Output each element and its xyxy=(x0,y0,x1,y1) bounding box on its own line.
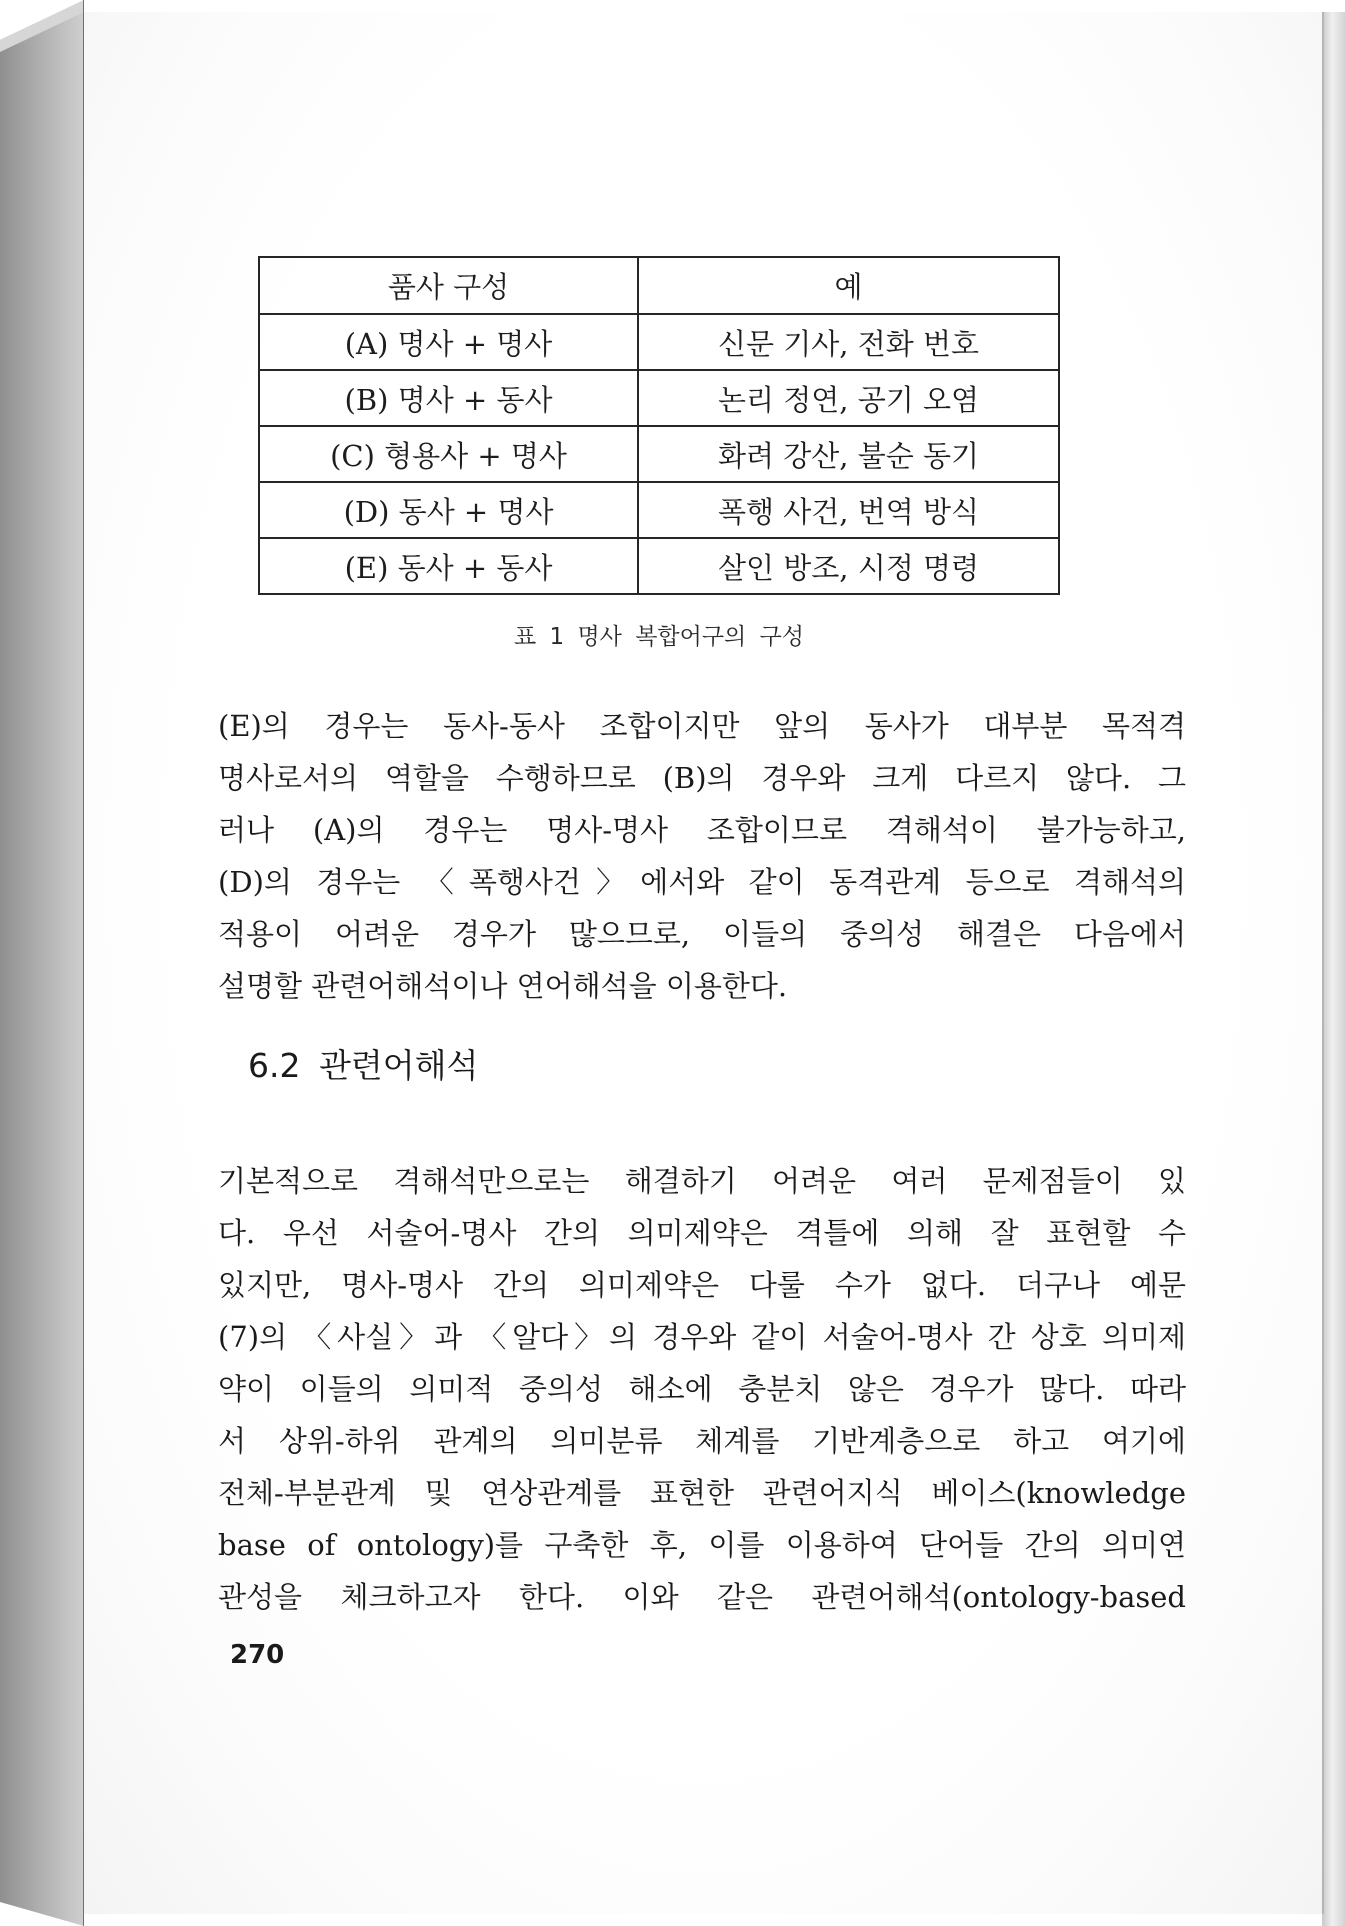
table-row xyxy=(259,370,1059,426)
example-cell: 화려 강산, 불순 동기 xyxy=(638,426,1059,482)
text-line: 러나 (A)의 경우는 명사-명사 조합이므로 격해석이 불가능하고, xyxy=(218,813,1186,847)
text-line: 설명할 관련어해석이나 연어해석을 이용한다. xyxy=(218,969,788,1003)
page-number: 270 xyxy=(230,1640,285,1670)
text-line: 다. 우선 서술어-명사 간의 의미제약은 격틀에 의해 잘 표현할 수 xyxy=(218,1216,1186,1250)
table-row xyxy=(259,314,1059,370)
structure-cell: (B) 명사 + 동사 xyxy=(259,370,638,426)
paragraph-ontology xyxy=(218,1155,1186,1623)
example-cell: 살인 방조, 시정 명령 xyxy=(638,538,1059,594)
example-cell: 폭행 사건, 번역 방식 xyxy=(638,482,1059,538)
structure-cell: (C) 형용사 + 명사 xyxy=(259,426,638,482)
text-line: 있지만, 명사-명사 간의 의미제약은 다룰 수가 없다. 더구나 예문 xyxy=(218,1268,1186,1302)
section-title: 관련어해석 xyxy=(318,1046,479,1085)
section-heading xyxy=(248,1040,478,1087)
paragraph-case-analysis xyxy=(218,700,1186,1012)
example-cell: 신문 기사, 전화 번호 xyxy=(638,314,1059,370)
structure-cell: (D) 동사 + 명사 xyxy=(259,482,638,538)
table-row xyxy=(259,482,1059,538)
header-example: 예 xyxy=(638,257,1059,314)
text-line: 서 상위-하위 관계의 의미분류 체계를 기반계층으로 하고 여기에 xyxy=(218,1424,1186,1458)
table-header-row xyxy=(259,257,1059,314)
text-line: 전체-부분관계 및 연상관계를 표현한 관련어지식 베이스(knowledge xyxy=(218,1476,1186,1510)
page-edge xyxy=(1322,12,1345,1926)
example-cell: 논리 정연, 공기 오염 xyxy=(638,370,1059,426)
text-line: 기본적으로 격해석만으로는 해결하기 어려운 여러 문제점들이 있 xyxy=(218,1164,1186,1198)
structure-cell: (E) 동사 + 동사 xyxy=(259,538,638,594)
header-structure: 품사 구성 xyxy=(259,257,638,314)
section-number: 6.2 xyxy=(248,1046,301,1085)
table-caption: 표 1 명사 복합어구의 구성 xyxy=(513,624,805,650)
text-line: (D)의 경우는 〈폭행사건〉에서와 같이 동격관계 등으로 격해석의 xyxy=(218,865,1186,899)
table-row xyxy=(259,426,1059,482)
text-line: base of ontology)를 구축한 후, 이를 이용하여 단어들 간의 의미연 xyxy=(218,1528,1186,1562)
text-line: 관성을 체크하고자 한다. 이와 같은 관련어해석(ontology-based xyxy=(218,1580,1186,1614)
compound-noun-table xyxy=(258,256,1060,595)
table-row xyxy=(259,538,1059,594)
text-line: 적용이 어려운 경우가 많으므로, 이들의 중의성 해결은 다음에서 xyxy=(218,917,1186,951)
text-line: 명사로서의 역할을 수행하므로 (B)의 경우와 크게 다르지 않다. 그 xyxy=(218,761,1186,795)
structure-cell: (A) 명사 + 명사 xyxy=(259,314,638,370)
text-line: 약이 이들의 의미적 중의성 해소에 충분치 않은 경우가 많다. 따라 xyxy=(218,1372,1186,1406)
text-line: (E)의 경우는 동사-동사 조합이지만 앞의 동사가 대부분 목적격 xyxy=(218,709,1186,743)
text-line: (7)의 〈사실〉과 〈알다〉의 경우와 같이 서술어-명사 간 상호 의미제 xyxy=(218,1320,1186,1354)
book-spine xyxy=(0,0,84,1926)
